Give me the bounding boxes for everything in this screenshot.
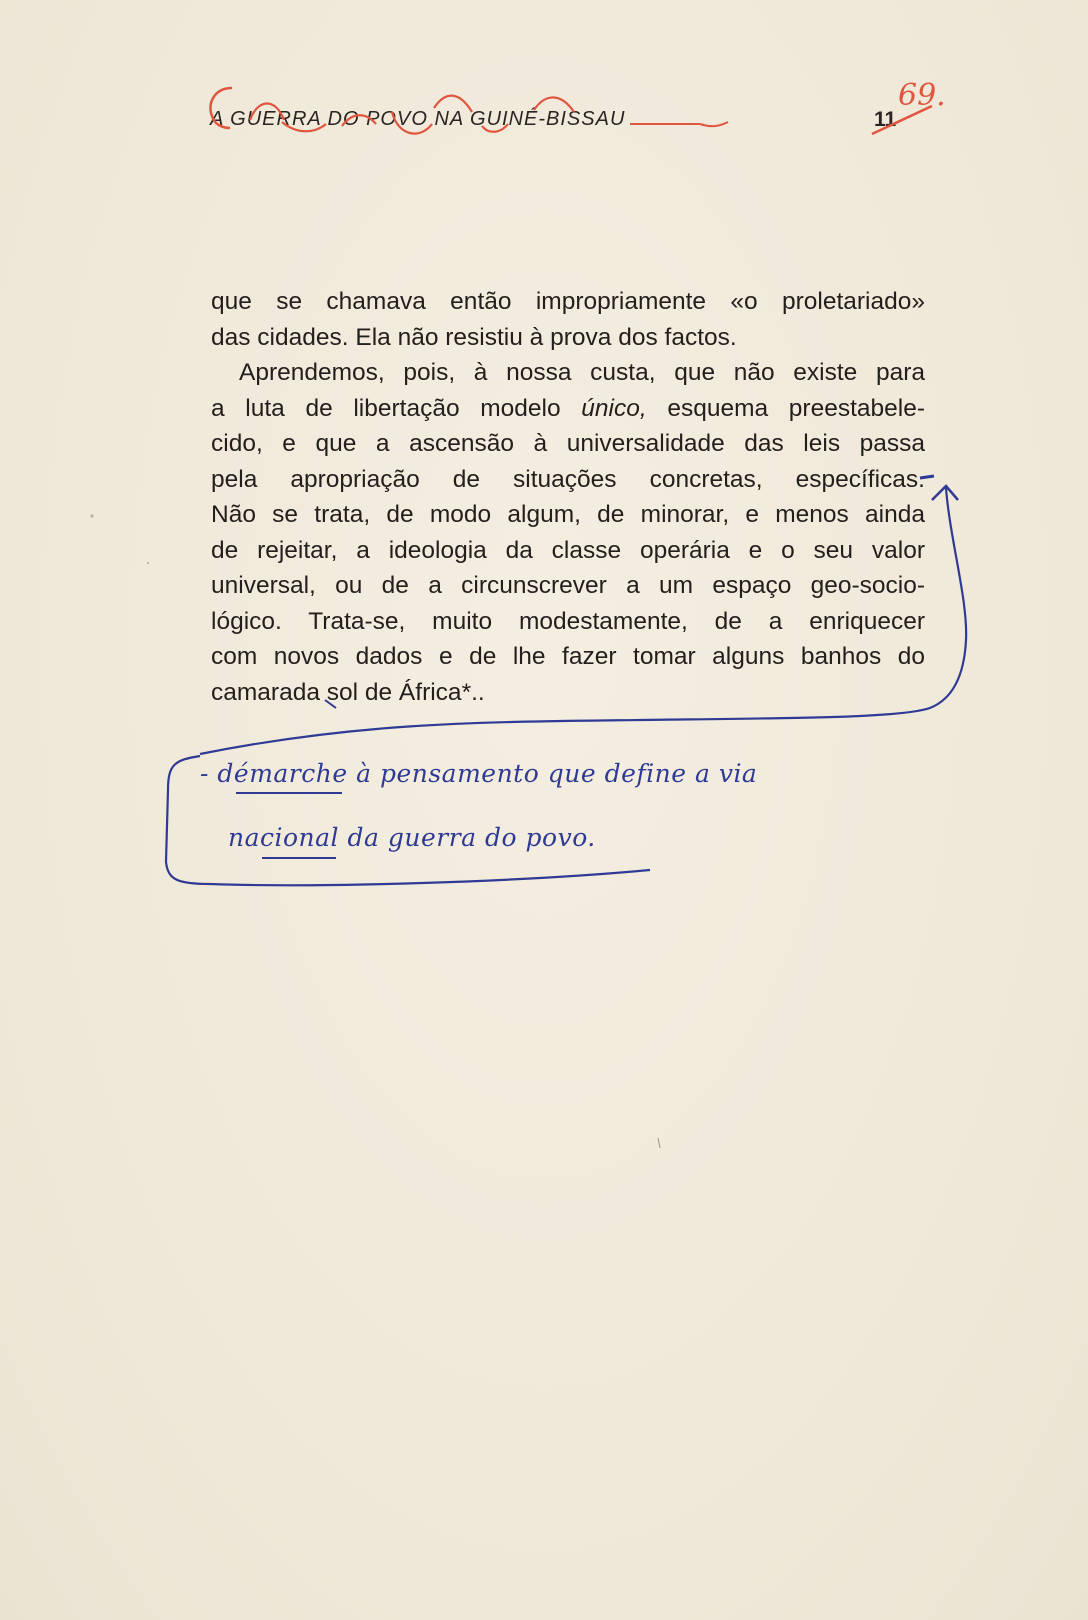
red-ligature-mark — [342, 115, 376, 126]
text-fragment: esquema preestabele- — [667, 394, 926, 422]
text-line: das cidades. Ela não resistiu à prova dos factos. — [211, 323, 737, 351]
text-line: lógico. Trata-se, muito modestamente, de a enriquecer — [211, 607, 925, 635]
blue-note-frame — [166, 756, 650, 885]
blue-comma-caret — [325, 700, 336, 708]
paper-speck — [147, 562, 149, 564]
red-ligature-mark — [392, 112, 432, 134]
handwritten-page-number: 69. — [898, 78, 946, 113]
red-ligature-mark — [482, 124, 508, 132]
paper-speck — [658, 1138, 660, 1148]
text-line: Não se trata, de modo algum, de minorar, e menos ainda — [211, 501, 925, 528]
emphasis-unico: único, — [581, 394, 647, 422]
printed-page-number: 11 — [874, 108, 897, 131]
text-line: camarada sol de África*.. — [211, 678, 485, 706]
text-line: de rejeitar, a ideologia da classe operária e o seu valor — [211, 536, 925, 564]
red-tail-mark — [700, 122, 728, 126]
paper-speck — [90, 514, 93, 517]
red-page-number-strike — [872, 106, 932, 134]
text-line: universal, ou de a circunscrever a um espaço geo-socio- — [211, 572, 925, 599]
text-line: cido, e que a ascensão à universalidade das leis passa — [211, 430, 925, 457]
text-fragment: a luta de libertação modelo — [211, 394, 561, 422]
red-ligature-mark — [250, 104, 284, 121]
margin-note-line: nacional da guerra do povo. — [228, 823, 596, 852]
red-ligature-mark — [282, 122, 326, 131]
red-ligature-mark — [434, 96, 472, 112]
margin-note-line: - démarche à pensamento que define a via — [200, 759, 758, 788]
text-line: Aprendemos, pois, à nossa custa, que não existe para — [239, 359, 925, 386]
red-open-bracket-mark — [210, 88, 232, 128]
text-line: que se chamava então impropriamente «o proletariado» — [211, 288, 925, 315]
blue-insertion-line — [200, 488, 966, 754]
red-ligature-mark — [534, 97, 574, 112]
text-line: com novos dados e de lhe fazer tomar alguns banhos do — [211, 643, 925, 670]
text-line: pela apropriação de situações concretas, específicas. — [211, 465, 925, 493]
blue-insert-dash — [920, 476, 934, 478]
running-head: A GUERRA DO POVO NA GUINÉ-BISSAU — [210, 108, 626, 130]
